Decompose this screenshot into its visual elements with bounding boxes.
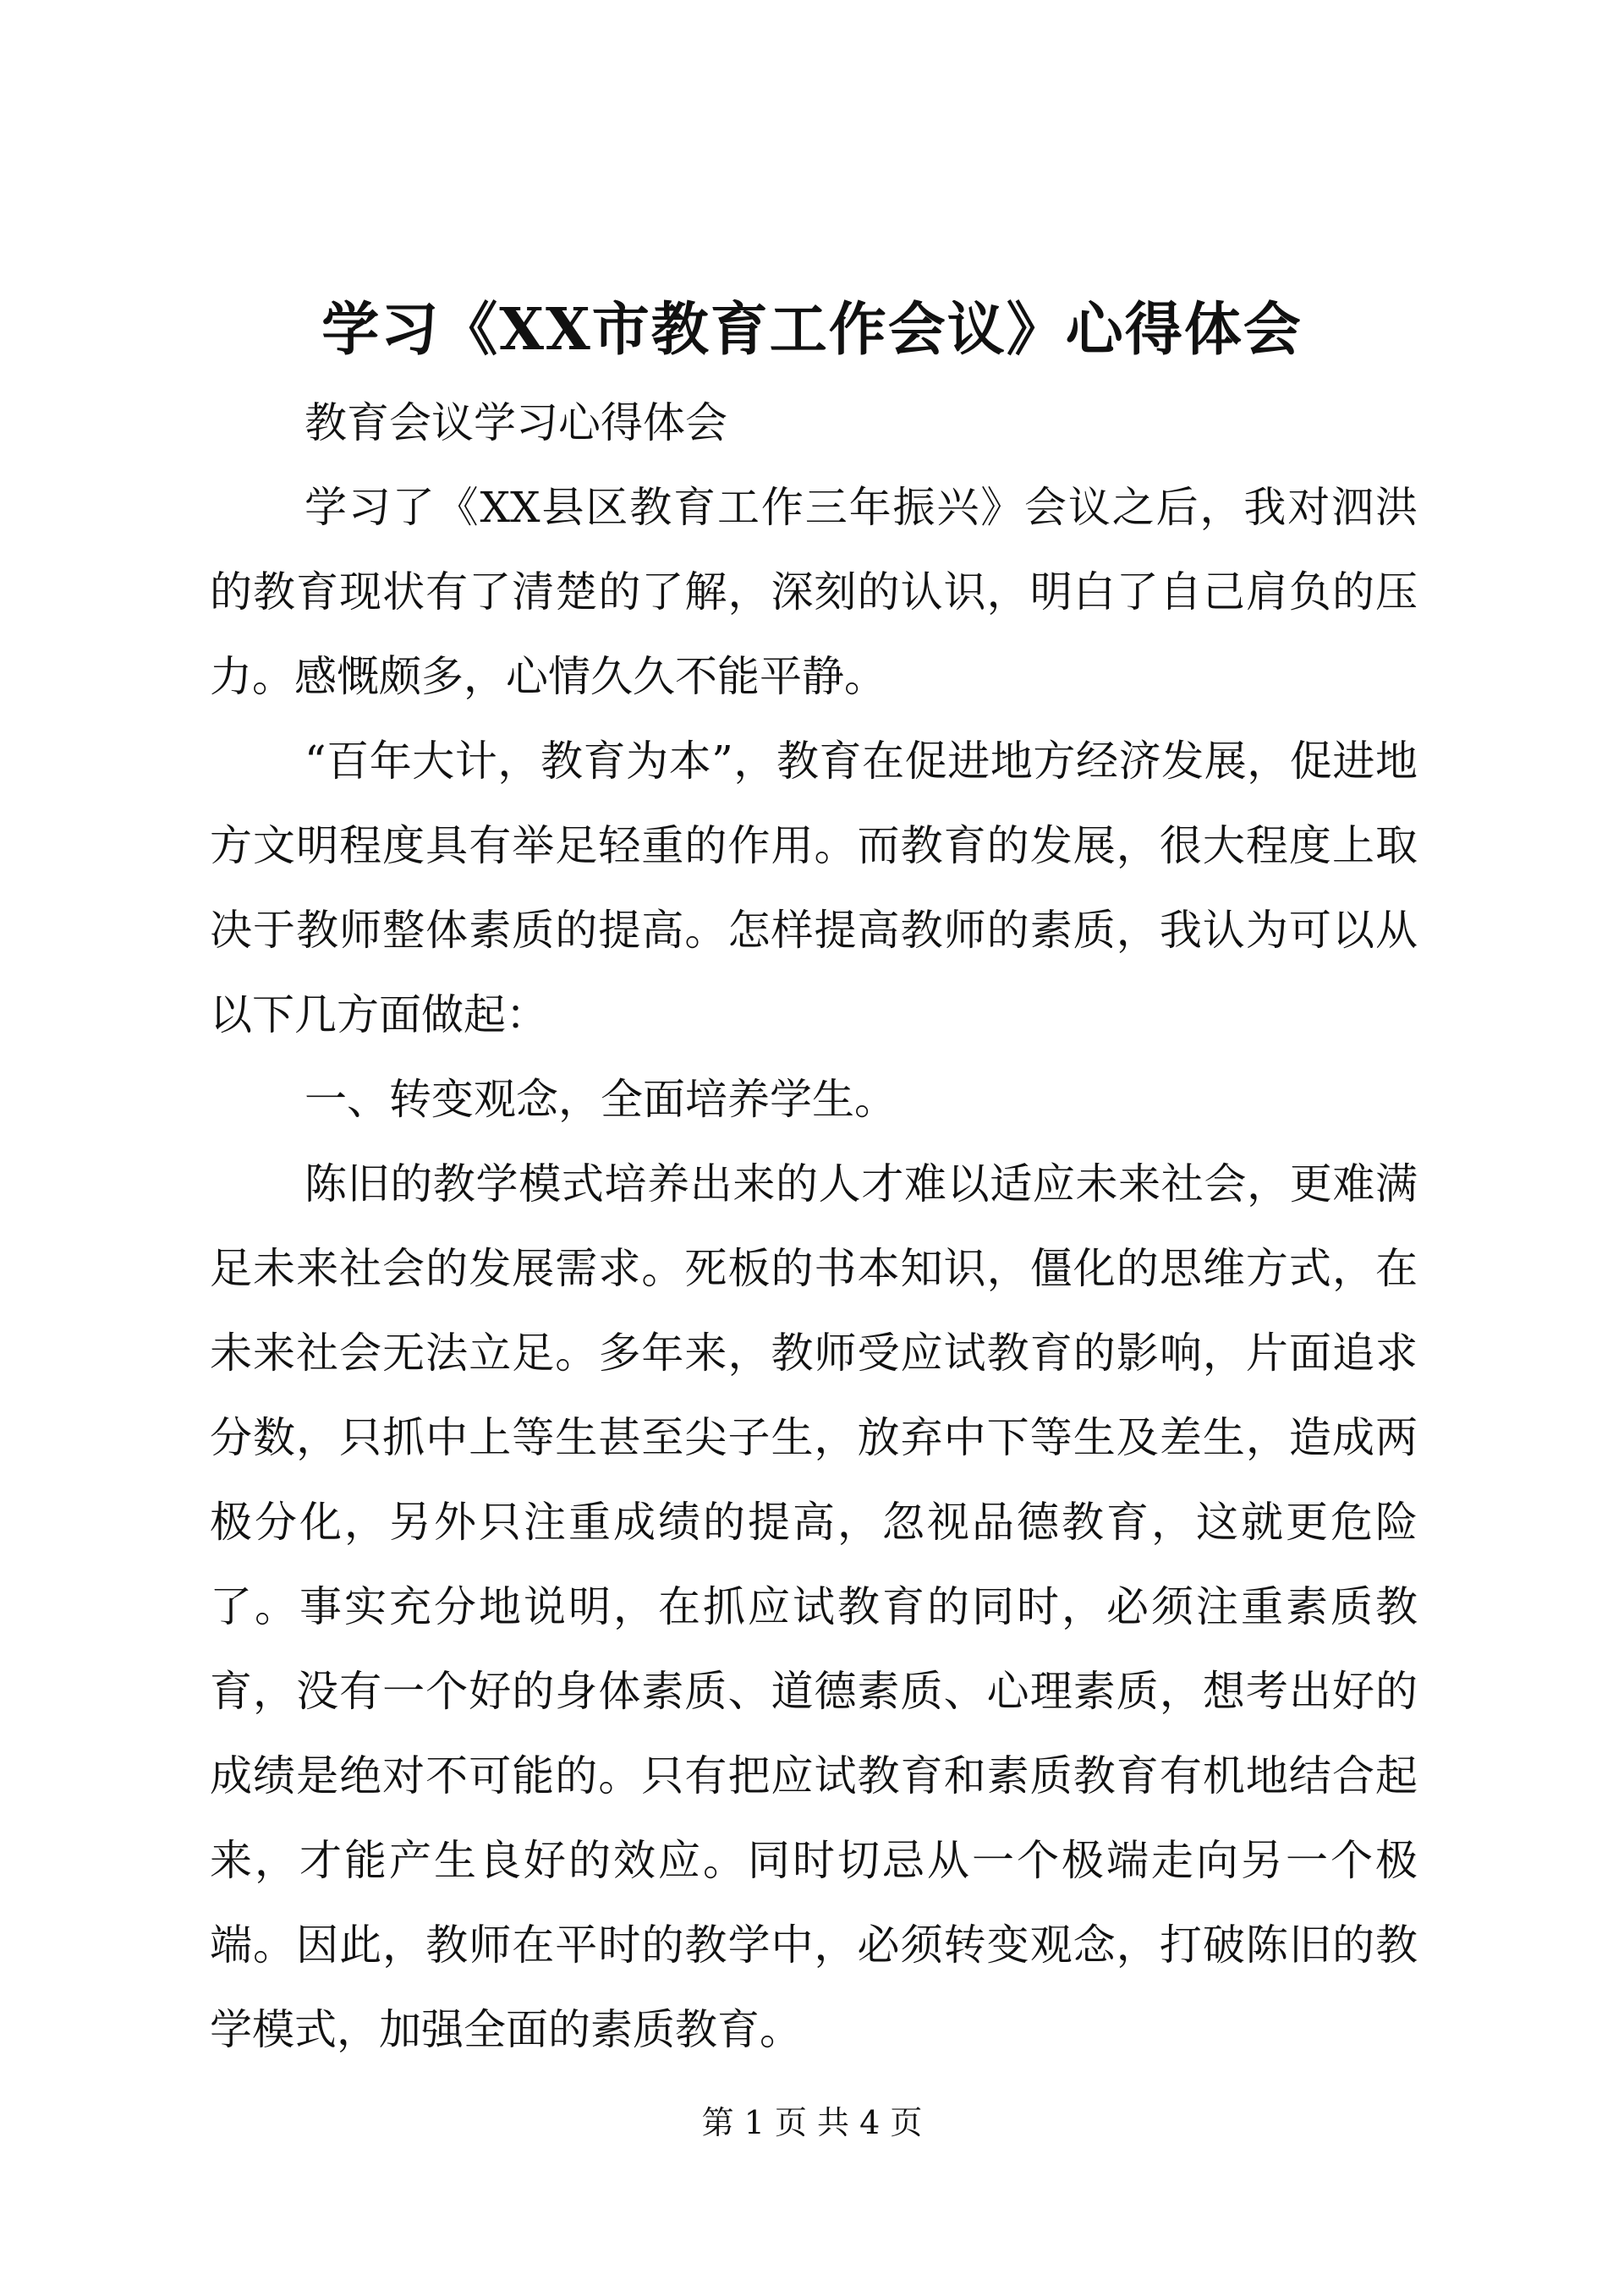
section-heading-1: 一、转变观念，全面培养学生。 (304, 1075, 897, 1124)
document-body (210, 381, 1418, 2072)
paragraph-education-importance: “百年大计，教育为本”，教育在促进地方经济发展，促进地方文明程度具有举足轻重的作用。而教育的发展，很大程度上取决于教师整体素质的提高。怎样提高教师的素质，我认为可以从以下几方面做起： (210, 737, 1418, 1039)
page-footer: 第 1 页 共 4 页 (701, 2104, 923, 2141)
document-title: 学习《XX市教育工作会议》心得体会 (321, 296, 1303, 364)
paragraph-subtitle: 教育会议学习心得体会 (304, 398, 727, 447)
paragraph-section-1: 陈旧的教学模式培养出来的人才难以适应未来社会，更难满足未来社会的发展需求。死板的书本知识，僵化的思维方式，在未来社会无法立足。多年来，教师受应试教育的影响，片面追求分数，只抓中上等生甚至尖子生，放弃中下等生及差生，造成两极分化，另外只注重成绩的提高，忽视品德教育，这就更危险了。事实充分地说明，在抓应试教育的同时，必须注重素质教育，没有一个好的身体素质、道德素质、心理素质，想考出好的成绩是绝对不可能的。只有把应试教育和素质教育有机地结合起来，才能产生良好的效应。同时切忌从一个极端走向另一个极端。因此，教师在平时的教学中，必须转变观念，打破陈旧的教学模式，加强全面的素质教育。 (210, 1159, 1418, 2054)
paragraph-intro: 学习了《XX县区教育工作三年振兴》会议之后，我对泗洪的教育现状有了清楚的了解，深刻的认识，明白了自己肩负的压力。感慨颇多，心情久久不能平静。 (210, 483, 1418, 701)
